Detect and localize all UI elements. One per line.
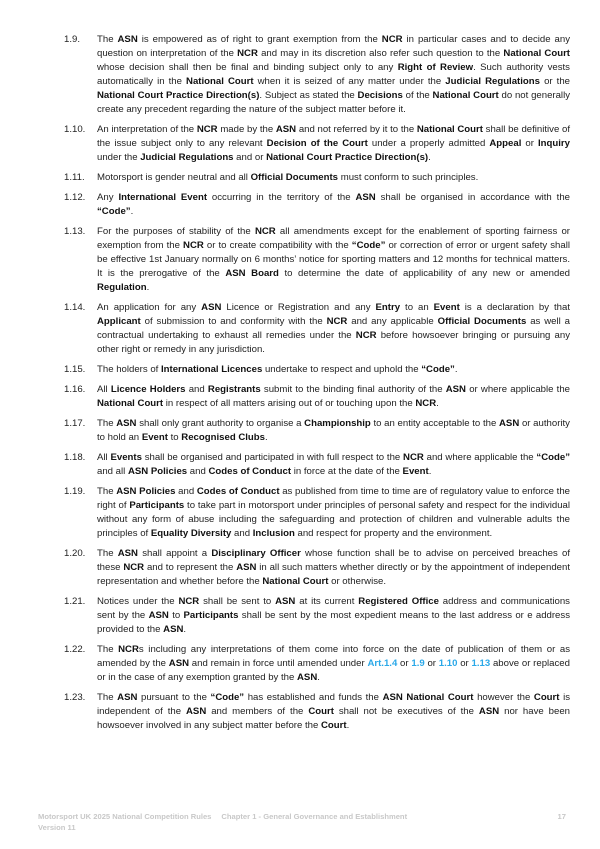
- defined-term: ASN: [116, 418, 137, 429]
- text-run: An application for any: [97, 302, 202, 313]
- cross-reference-link[interactable]: 1.13: [471, 658, 491, 669]
- clause-1-18: [64, 451, 570, 479]
- text-run: The: [97, 418, 117, 429]
- defined-term: “Code”: [421, 364, 455, 375]
- text-run: at its current: [295, 596, 359, 607]
- footer-page-number: 17: [557, 812, 566, 821]
- cross-reference-link[interactable]: 1.9: [411, 658, 425, 669]
- defined-term: ASN Board: [225, 268, 279, 279]
- clause-1-20: [64, 547, 570, 589]
- text-run: and may in its discretion also refer such question to the: [257, 48, 504, 59]
- text-run: to: [167, 432, 182, 443]
- text-run: or: [424, 658, 439, 669]
- text-run: .: [454, 364, 458, 375]
- text-run: and to represent the: [144, 562, 237, 573]
- text-run: shall be organised in accordance with the: [375, 192, 570, 203]
- defined-term: “Code”: [97, 206, 131, 217]
- text-run: to determine the date of applicability of any new or amended: [278, 268, 570, 279]
- defined-term: ASN: [297, 672, 318, 683]
- defined-term: ASN: [163, 624, 184, 635]
- text-run: shall only grant authority to organise a: [136, 418, 305, 429]
- defined-term: Official Documents: [250, 172, 339, 183]
- text-run: and all: [97, 466, 128, 477]
- defined-term: Court: [533, 692, 560, 703]
- defined-term: “Code”: [210, 692, 245, 703]
- text-run: in all such matters whether directly or by the appointment of independent representation and whether before the: [97, 562, 570, 587]
- defined-term: ASN: [186, 706, 207, 717]
- clause-number: 1.12.: [64, 192, 86, 203]
- defined-term: Championship: [304, 418, 371, 429]
- clause-number: 1.21.: [64, 596, 86, 607]
- clause-1-16: [64, 383, 570, 411]
- defined-term: National Court: [97, 398, 164, 409]
- clause-1-21: [64, 595, 570, 637]
- defined-term: National Court: [262, 576, 329, 587]
- text-run: to an entity acceptable to the: [370, 418, 499, 429]
- defined-term: ASN National Court: [382, 692, 474, 703]
- defined-term: Codes of Conduct: [208, 466, 292, 477]
- text-run: The: [97, 644, 119, 655]
- cross-reference-link[interactable]: Art.1.4: [367, 658, 398, 669]
- text-run: whose function shall be to advise on perceived breaches of these: [97, 548, 570, 573]
- text-run: however the: [473, 692, 534, 703]
- defined-term: ASN: [201, 302, 222, 313]
- text-run: and not referred by it to the: [296, 124, 417, 135]
- defined-term: National Court Practice Direction(s): [266, 152, 429, 163]
- text-run: and: [231, 528, 253, 539]
- text-run: . Such authority vests automatically in the: [97, 62, 570, 87]
- defined-term: NCR: [123, 562, 145, 573]
- clause-number: 1.19.: [64, 486, 86, 497]
- defined-term: Codes of Conduct: [196, 486, 280, 497]
- defined-term: Event: [141, 432, 168, 443]
- text-run: is a declaration by that: [459, 302, 570, 313]
- clause-1-11: [64, 171, 570, 185]
- text-run: in respect of all matters arising out of or touching upon the: [163, 398, 416, 409]
- defined-term: Licence Holders: [110, 384, 186, 395]
- text-run: or authority to hold an: [97, 418, 570, 443]
- text-run: and where applicable the: [423, 452, 537, 463]
- defined-term: “Code”: [536, 452, 570, 463]
- clause-number: 1.14.: [64, 302, 86, 313]
- text-run: shall be sent to: [199, 596, 276, 607]
- text-run: For the purposes of stability of the: [97, 226, 255, 237]
- defined-term: National Court Practice Direction(s): [97, 90, 260, 101]
- text-run: is independent of the: [97, 692, 571, 717]
- defined-term: Recognised Clubs: [181, 432, 265, 443]
- defined-term: Official Documents: [437, 316, 527, 327]
- text-run: whose decision shall then be final and binding subject only to any: [97, 62, 398, 73]
- clause-text: [97, 485, 570, 541]
- text-run: must conform to such principles.: [338, 172, 479, 183]
- defined-term: NCR: [381, 34, 403, 45]
- text-run: .: [428, 152, 431, 163]
- text-run: or the: [539, 76, 571, 87]
- text-run: or: [457, 658, 472, 669]
- text-run: The holders of: [97, 364, 161, 375]
- defined-term: NCR: [183, 240, 204, 251]
- clause-number: 1.16.: [64, 384, 86, 395]
- text-run: and: [187, 466, 209, 477]
- defined-term: Regulation: [97, 282, 147, 293]
- text-run: shall be organised and participated in with full respect to the: [141, 452, 404, 463]
- footer-chapter: Chapter 1 - General Governance and Establishment: [221, 812, 408, 821]
- clause-number: 1.18.: [64, 452, 86, 463]
- clause-text: [97, 33, 570, 117]
- defined-term: Event: [433, 302, 460, 313]
- defined-term: “Code”: [351, 240, 386, 251]
- defined-term: ASN Policies: [116, 486, 176, 497]
- defined-term: Event: [402, 466, 429, 477]
- text-run: The: [97, 692, 118, 703]
- defined-term: Registrants: [207, 384, 261, 395]
- defined-term: Judicial Regulations: [445, 76, 540, 87]
- text-run: before howsoever bringing or pursuing any other right or remedy in any jurisdiction.: [97, 330, 570, 355]
- clause-number: 1.17.: [64, 418, 86, 429]
- defined-term: Equality Diversity: [150, 528, 232, 539]
- text-run: s including any interpretations of them come into force on the date of publication of them or as amended by the: [97, 644, 570, 669]
- text-run: All: [97, 384, 111, 395]
- defined-term: NCR: [415, 398, 437, 409]
- defined-term: Entry: [375, 302, 401, 313]
- text-run: .: [436, 398, 439, 409]
- defined-term: Participants: [129, 500, 185, 511]
- clause-text: [97, 191, 570, 219]
- defined-term: ASN: [117, 692, 138, 703]
- defined-term: ASN Policies: [127, 466, 188, 477]
- defined-term: NCR: [196, 124, 218, 135]
- text-run: pursuant to the: [137, 692, 211, 703]
- defined-term: ASN: [275, 596, 296, 607]
- text-run: as published from time to time are of regulatory value to enforce the right of: [97, 486, 570, 511]
- text-run: shall not be executives of the: [333, 706, 479, 717]
- defined-term: ASN: [117, 548, 138, 559]
- defined-term: ASN: [117, 34, 138, 45]
- text-run: submit to the binding final authority of the: [260, 384, 446, 395]
- clause-number: 1.22.: [64, 644, 86, 655]
- clause-text: [97, 225, 570, 295]
- clause-1-10: [64, 123, 570, 165]
- clause-text: [97, 547, 570, 589]
- clause-1-22: [64, 643, 570, 685]
- clause-1-9: [64, 33, 570, 117]
- text-run: and respect for property and the environment.: [294, 528, 493, 539]
- cross-reference-link[interactable]: 1.10: [438, 658, 458, 669]
- defined-term: Applicant: [97, 316, 141, 327]
- clause-1-15: [64, 363, 570, 377]
- text-run: do not generally create any precedent regarding the nature of the subject matter before it.: [97, 90, 570, 115]
- clause-text: [97, 451, 570, 479]
- defined-term: NCR: [237, 48, 258, 59]
- text-run: All: [97, 452, 111, 463]
- text-run: .: [265, 432, 268, 443]
- text-run: The: [97, 486, 117, 497]
- defined-term: ASN: [168, 658, 190, 669]
- defined-term: NCR: [178, 596, 200, 607]
- defined-term: Disciplinary Officer: [211, 548, 301, 559]
- defined-term: Participants: [183, 610, 239, 621]
- clause-number: 1.11.: [64, 172, 85, 183]
- defined-term: Inclusion: [252, 528, 295, 539]
- clause-1-17: [64, 417, 570, 445]
- clause-text: [97, 123, 570, 165]
- defined-term: Inquiry: [538, 138, 570, 149]
- text-run: has established and funds the: [244, 692, 383, 703]
- defined-term: NCR: [403, 452, 424, 463]
- clause-number: 1.20.: [64, 548, 86, 559]
- clause-1-12: [64, 191, 570, 219]
- text-run: Notices under the: [97, 596, 179, 607]
- clause-text: [97, 691, 570, 733]
- defined-term: NCR: [118, 644, 139, 655]
- text-run: and remain in force until amended under: [189, 658, 368, 669]
- clause-number: 1.10.: [64, 124, 86, 135]
- defined-term: NCR: [355, 330, 377, 341]
- clause-text: [97, 417, 570, 445]
- defined-term: Events: [110, 452, 142, 463]
- text-run: .: [146, 282, 150, 293]
- text-run: and members of the: [206, 706, 309, 717]
- defined-term: Registered Office: [358, 596, 439, 607]
- text-run: . Subject as stated the: [259, 90, 358, 101]
- text-run: in particular cases and to decide any question on interpretation of the: [97, 34, 570, 59]
- clause-number: 1.23.: [64, 692, 86, 703]
- defined-term: Court: [320, 720, 347, 731]
- defined-term: Court: [308, 706, 334, 717]
- clause-number: 1.13.: [64, 226, 86, 237]
- text-run: of submission to and conformity with the: [140, 316, 327, 327]
- clause-text: [97, 171, 570, 185]
- clause-text: [97, 363, 570, 377]
- defined-term: NCR: [254, 226, 276, 237]
- text-run: and or: [233, 152, 267, 163]
- defined-term: ASN: [445, 384, 466, 395]
- defined-term: ASN: [275, 124, 297, 135]
- text-run: of the: [402, 90, 433, 101]
- clause-1-13: [64, 225, 570, 295]
- defined-term: ASN: [236, 562, 257, 573]
- text-run: The: [97, 548, 118, 559]
- text-run: .: [346, 720, 350, 731]
- text-run: under the: [97, 152, 141, 163]
- text-run: or to create compatibility with the: [203, 240, 352, 251]
- text-run: address and communications sent by the: [97, 596, 570, 621]
- text-run: nor have been howsoever involved in any subject matter before the: [97, 706, 571, 731]
- text-run: as well a contractual undertaking to exhaust all remedies under the: [97, 316, 571, 341]
- text-run: to: [168, 610, 184, 621]
- text-run: to an: [400, 302, 434, 313]
- text-run: when it is seized of any matter under the: [253, 76, 446, 87]
- defined-term: ASN: [499, 418, 520, 429]
- text-run: .: [183, 624, 187, 635]
- text-run: .: [317, 672, 320, 683]
- clause-text: [97, 301, 570, 357]
- text-run: to take part in motorsport under principles of personal safety and respect for the individual without any form of abuse including the safeguarding and protection of children and vulnerable adults the principles of: [97, 500, 570, 539]
- text-run: Motorsport is gender neutral and all: [97, 172, 251, 183]
- rules-clause-list: [64, 33, 570, 739]
- defined-term: Decisions: [357, 90, 403, 101]
- defined-term: Judicial Regulations: [140, 152, 234, 163]
- text-run: above or replaced or in the case of any exemption granted by the: [97, 658, 570, 683]
- text-run: is empowered as of right to grant exemption from the: [137, 34, 382, 45]
- text-run: and: [185, 384, 208, 395]
- clause-text: [97, 383, 570, 411]
- defined-term: International Event: [118, 192, 208, 203]
- defined-term: Right of Review: [397, 62, 474, 73]
- text-run: undertake to respect and uphold the: [262, 364, 422, 375]
- defined-term: International Licences: [161, 364, 263, 375]
- defined-term: NCR: [326, 316, 348, 327]
- text-run: or: [397, 658, 412, 669]
- text-run: under a properly admitted: [367, 138, 490, 149]
- defined-term: Decision of the Court: [266, 138, 368, 149]
- text-run: Any: [97, 192, 119, 203]
- page-footer: [38, 811, 566, 833]
- clause-text: [97, 643, 570, 685]
- defined-term: National Court: [416, 124, 483, 135]
- clause-number: 1.9.: [64, 34, 81, 45]
- text-run: shall be sent by the most expedient means to the last address or e address provided to the: [97, 610, 570, 635]
- clause-number: 1.15.: [64, 364, 86, 375]
- text-run: occurring in the territory of the: [207, 192, 356, 203]
- text-run: .: [428, 466, 432, 477]
- footer-version: Version 11: [38, 823, 76, 832]
- text-run: made by the: [217, 124, 276, 135]
- defined-term: Appeal: [489, 138, 522, 149]
- text-run: and: [175, 486, 197, 497]
- text-run: or correction of error or urgent safety shall be effective 1st January normally on 6 months’ notice for sporting matters and 12 months for technical matters. It is the prerogative of the: [97, 240, 570, 279]
- text-run: or otherwise.: [328, 576, 387, 587]
- text-run: or where applicable the: [466, 384, 570, 395]
- defined-term: National Court: [503, 48, 570, 59]
- text-run: Licence or Registration and any: [221, 302, 376, 313]
- footer-document-title: Motorsport UK 2025 National Competition Rules: [38, 812, 212, 821]
- clause-1-23: [64, 691, 570, 733]
- defined-term: ASN: [148, 610, 169, 621]
- text-run: or: [521, 138, 538, 149]
- defined-term: ASN: [355, 192, 376, 203]
- text-run: The: [97, 34, 118, 45]
- text-run: shall appoint a: [138, 548, 212, 559]
- clause-text: [97, 595, 570, 637]
- defined-term: National Court: [186, 76, 254, 87]
- defined-term: National Court: [432, 90, 499, 101]
- text-run: An interpretation of the: [97, 124, 197, 135]
- clause-1-14: [64, 301, 570, 357]
- text-run: shall be definitive of the issue subject only to any relevant: [97, 124, 570, 149]
- text-run: and any applicable: [347, 316, 438, 327]
- text-run: in force at the date of the: [291, 466, 403, 477]
- text-run: all amendments except for the enablement of sporting fairness or exemption from the: [97, 226, 570, 251]
- text-run: .: [130, 206, 134, 217]
- clause-1-19: [64, 485, 570, 541]
- defined-term: ASN: [478, 706, 500, 717]
- footer-document-info: [38, 811, 211, 833]
